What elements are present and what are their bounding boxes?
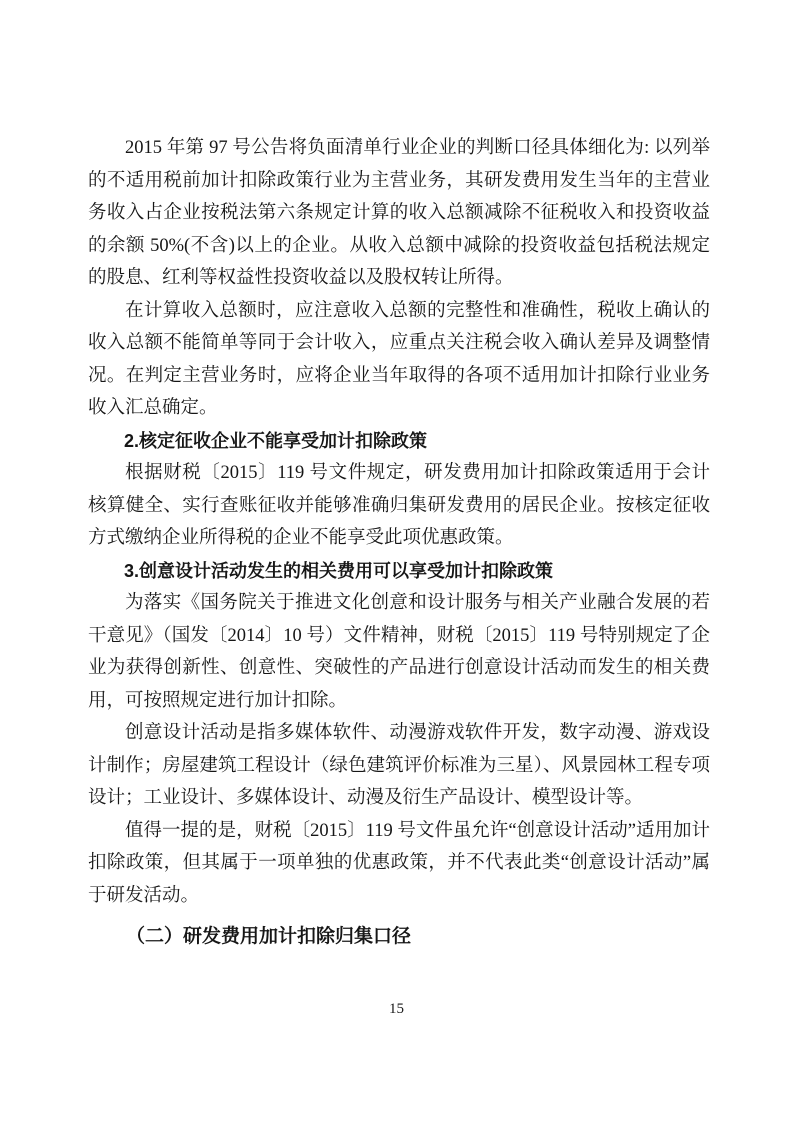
- paragraph-creative-design-note: 值得一提的是，财税〔2015〕119 号文件虽允许“创意设计活动”适用加计扣除政策，但其属于一项单独的优惠政策，并不代表此类“创意设计活动”属于研发活动。: [88, 820, 710, 906]
- paragraph-income-total-calculation: 在计算收入总额时，应注意收入总额的完整性和准确性，税收上确认的收入总额不能简单等同于会计收入，应重点关注税会收入确认差异及调整情况。在判定主营业务时，应将企业当年取得的各项不适用加计扣除行业业务收入汇总确定。: [88, 300, 710, 418]
- paragraph-verified-collection-rule: 根据财税〔2015〕119 号文件规定，研发费用加计扣除政策适用于会计核算健全、实行查账征收并能够准确归集研发费用的居民企业。按核定征收方式缴纳企业所得税的企业不能享受此项优惠政策。: [88, 463, 710, 548]
- heading-item-3-creative-design: 3.创意设计活动发生的相关费用可以享受加计扣除政策: [124, 560, 554, 581]
- paragraph-creative-design-policy-basis: 为落实《国务院关于推进文化创意和设计服务与相关产业融合发展的若干意见》（国发〔2014〕10 号）文件精神，财税〔2015〕119 号特别规定了企业为获得创新性、创意性、突破性的产品进行创意设计活动而发生的相关费用，可按照规定进行加计扣除。: [88, 593, 710, 711]
- page-number: 15: [389, 1001, 404, 1017]
- document-body: [88, 132, 710, 954]
- paragraph-creative-design-scope: 创意设计活动是指多媒体软件、动漫游戏软件开发，数字动漫、游戏设计制作；房屋建筑工程设计（绿色建筑评价标准为三星）、风景园林工程专项设计；工业设计、多媒体设计、动漫及衍生产品设计、模型设计等。: [88, 723, 710, 808]
- paragraph-negative-list-criteria: 2015 年第 97 号公告将负面清单行业企业的判断口径具体细化为: 以列举的不适用税前加计扣除政策行业为主营业务，其研发费用发生当年的主营业务收入占企业按税法第六条规定计算的收入总额减除不征税收入和投资收益的余额 50%(不含)以上的企业。从收入总额中减除的投资收益包括税法规定的股息、红利等权益性投资收益以及股权转让所得。: [88, 138, 710, 288]
- section-heading-collection-scope: （二）研发费用加计扣除归集口径: [126, 926, 412, 947]
- heading-item-2-verified-collection: 2.核定征收企业不能享受加计扣除政策: [124, 430, 428, 451]
